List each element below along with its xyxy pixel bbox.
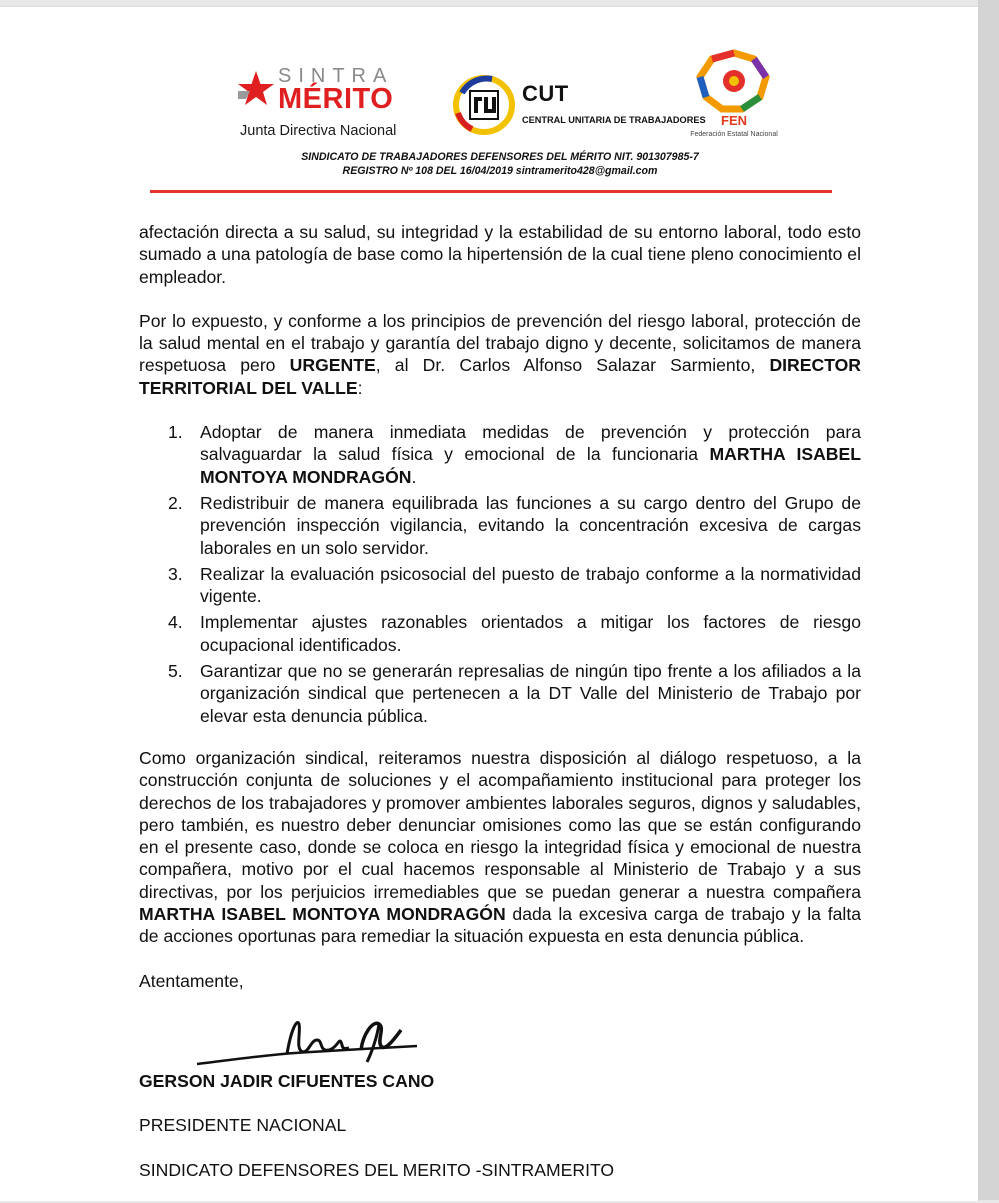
list-item-bold-name: MARTHA ISABEL MONTOYA MONDRAGÓN bbox=[200, 444, 861, 487]
signer-name: GERSON JADIR CIFUENTES CANO bbox=[139, 1070, 435, 1091]
fen-full-text: Federación Estatal Nacional bbox=[690, 131, 778, 138]
logo-subtitle: Junta Directiva Nacional bbox=[240, 123, 397, 139]
list-item-text: Garantizar que no se generarán represalias de ningún tipo frente a los afiliados a la organización sindical que pertenecen a la DT Valle del Ministerio de Trabajo por elevar esta denuncia pública. bbox=[200, 661, 861, 726]
request-list bbox=[139, 421, 861, 727]
viewer-side-strip bbox=[978, 0, 999, 1200]
list-item bbox=[139, 492, 861, 559]
sintramerito-logo bbox=[236, 65, 412, 145]
paragraph-3-name: MARTHA ISABEL MONTOYA MONDRAGÓN bbox=[139, 904, 506, 925]
closing: Atentamente, bbox=[139, 970, 244, 991]
list-item-number: 1. bbox=[168, 422, 183, 443]
registry-line-1: SINDICATO DE TRABAJADORES DEFENSORES DEL MÉRITO NIT. 901307985-7 bbox=[301, 151, 699, 163]
header-rule bbox=[150, 190, 832, 193]
list-item-text: Redistribuir de manera equilibrada las funciones a su cargo dentro del Grupo de prevención inspección vigilancia, evitando la concentración excesiva de cargas laborales en un solo servidor. bbox=[200, 492, 861, 558]
handwritten-signature bbox=[191, 1010, 421, 1070]
paragraph-1: afectación directa a su salud, su integridad y la estabilidad de su entorno laboral, todo esto sumado a una patología de base como la hipertensión de la cual tiene pleno conocimiento el empleador. bbox=[139, 222, 861, 287]
director-text: DIRECTOR TERRITORIAL DEL VALLE bbox=[139, 355, 862, 398]
signer-organization: SINDICATO DEFENSORES DEL MERITO -SINTRAMERITO bbox=[139, 1159, 615, 1180]
cut-full-text: CENTRAL UNITARIA DE TRABAJADORES bbox=[522, 115, 706, 125]
list-item bbox=[139, 421, 861, 488]
paragraph-2-text-b: , al Dr. Carlos Alfonso Salazar Sarmiento, bbox=[375, 355, 770, 376]
fen-logo bbox=[688, 47, 780, 143]
registry-line-2: REGISTRO Nº 108 DEL 16/04/2019 sintramerito428@gmail.com bbox=[342, 165, 658, 177]
cut-logo bbox=[452, 75, 706, 137]
signer-title: PRESIDENTE NACIONAL bbox=[139, 1115, 347, 1136]
list-item-text: Adoptar de manera inmediata medidas de prevención y protección para salvaguardar la salud física y emocional de la funcionaria bbox=[200, 422, 861, 465]
logo-sintra-text: SINTRA bbox=[278, 65, 394, 87]
list-item-number: 3. bbox=[168, 563, 183, 584]
paragraph-2-end: : bbox=[357, 377, 363, 398]
cut-emblem-icon bbox=[452, 75, 516, 135]
cut-name-text: CUT bbox=[522, 81, 569, 106]
list-item-number: 2. bbox=[168, 492, 183, 513]
letter-body bbox=[139, 221, 861, 1203]
paragraph-3-text-b: dada la excesiva carga de trabajo y la falta de acciones oportunas para remediar la situación expuesta en esta denuncia pública. bbox=[139, 904, 861, 947]
list-item bbox=[139, 611, 861, 656]
list-item-end: . bbox=[411, 466, 417, 487]
list-item-text: Realizar la evaluación psicosocial del puesto de trabajo conforme a la normatividad vigente. bbox=[200, 563, 861, 607]
list-item-number: 5. bbox=[168, 661, 183, 682]
fen-name-text: FEN bbox=[721, 113, 747, 128]
red-star-icon bbox=[236, 69, 276, 109]
paragraph-2 bbox=[139, 310, 861, 399]
logo-merito-text: MÉRITO bbox=[278, 83, 394, 115]
list-item bbox=[139, 660, 861, 727]
list-item-number: 4. bbox=[168, 612, 183, 633]
list-item-text: Implementar ajustes razonables orientados a mitigar los factores de riesgo ocupacional identificados. bbox=[200, 612, 861, 655]
list-item bbox=[139, 563, 861, 608]
urgent-text: URGENTE bbox=[289, 355, 376, 376]
paragraph-3-text-a: Como organización sindical, reiteramos nuestra disposición al diálogo respetuoso, a la construcción conjunta de soluciones y el acompañamiento institucional para proteger los derechos de los trabajadores y promover ambientes laborales seguros, dignos y saludables, pero también, es nuestro deber denunciar omisiones como las que se están configurando en el presente caso, donde se coloca en riesgo la integridad física y emocional de nuestra compañera, motivo por el cual hacemos responsable al Ministerio de Trabajo y a sus directivas, por los perjuicios irremediables que se puedan generar a nuestra compañera bbox=[139, 747, 861, 902]
signature-area bbox=[139, 1014, 861, 1070]
fen-emblem-icon bbox=[690, 47, 778, 115]
paragraph-3 bbox=[139, 747, 861, 948]
paragraph-2-text-a: Por lo expuesto, y conforme a los principios de prevención del riesgo laboral, protección de la salud mental en el trabajo y garantía del trabajo digno y decente, solicitamos de manera respetuosa pero bbox=[139, 310, 861, 376]
document-page bbox=[0, 6, 979, 1201]
